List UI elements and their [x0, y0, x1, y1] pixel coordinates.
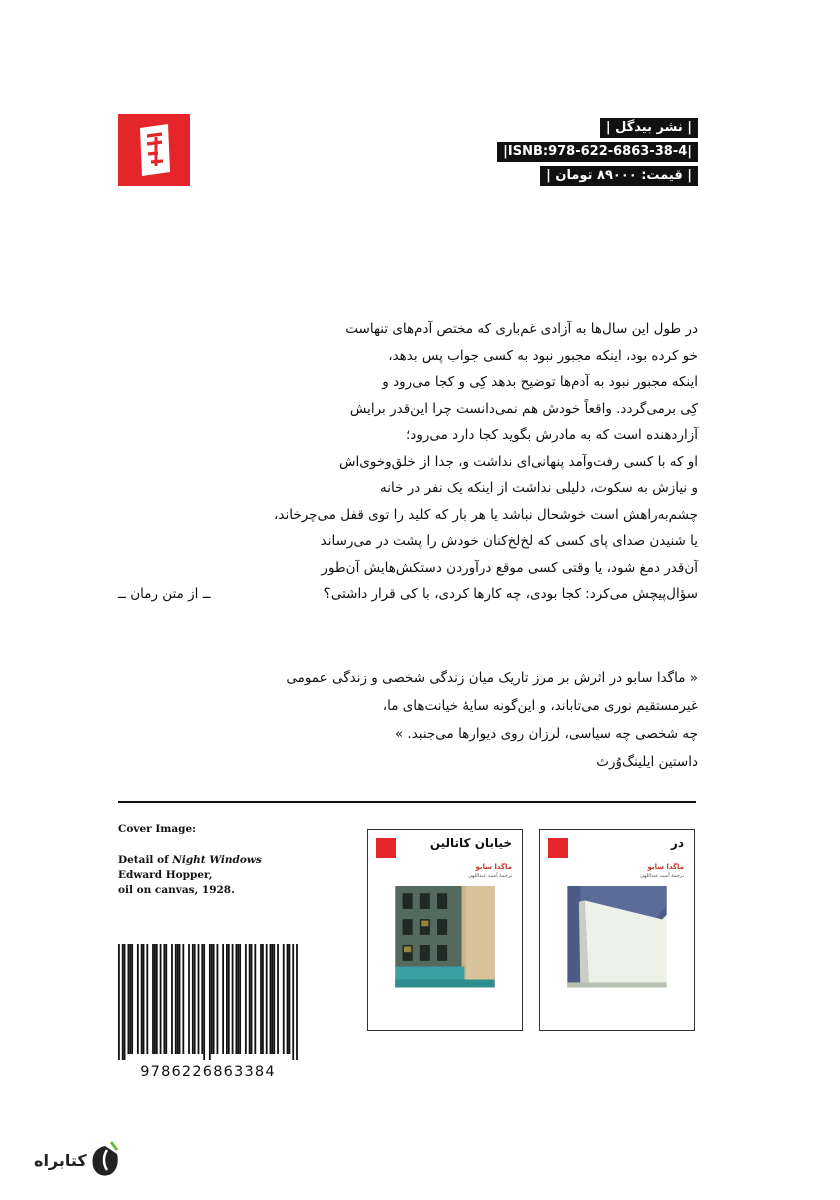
barcode-bar — [211, 944, 213, 1054]
divider — [118, 801, 696, 803]
barcode-bar — [201, 944, 203, 1054]
barcode-bar — [177, 944, 179, 1054]
barcode-bar — [124, 944, 126, 1060]
barcode — [118, 944, 298, 1060]
excerpt-line: آزاردهنده است که به مادرش بگوید کجا دارد می‌رود؛ — [406, 427, 698, 443]
excerpt-line: او که با کسی رفت‌وآمد پنهانی‌ای نداشت و، جدا از خلق‌وخوی‌اش — [339, 453, 698, 470]
barcode-bar — [160, 944, 162, 1054]
excerpt-attribution: ــ از متن رمان ــ — [118, 586, 211, 602]
barcode-bar — [127, 944, 129, 1054]
barcode-bar — [188, 944, 190, 1054]
related-book-cover — [539, 829, 695, 1031]
barcode-bar — [198, 944, 200, 1054]
barcode-bar — [273, 944, 275, 1054]
publisher-logo — [118, 114, 190, 186]
barcode-bar — [143, 944, 145, 1054]
barcode-bar — [194, 944, 196, 1054]
quote-author: داستین ایلینگ‌وُرث — [596, 754, 698, 770]
barcode-bar — [146, 944, 148, 1054]
artwork-medium: oil on canvas, 1928. — [118, 884, 235, 896]
barcode-bar — [192, 944, 194, 1054]
mini-publisher-logo-icon — [376, 838, 396, 858]
quote-line: چه شخصی چه سیاسی، لرزان روی دیوارها می‌جنبد. » — [394, 726, 698, 742]
barcode-bar — [152, 944, 154, 1054]
barcode-bar — [163, 944, 165, 1054]
mini-publisher-logo-icon — [548, 838, 568, 858]
excerpt-line: یا شنیدن صدای پای کسی که لخ‌لخ‌کنان خودش را پشت در می‌رساند — [320, 533, 698, 549]
barcode-bar — [271, 944, 273, 1054]
barcode-bar — [251, 944, 253, 1054]
barcode-bar — [175, 944, 177, 1054]
isbn-label: |ISNB:978-622-6863-38-4| — [497, 142, 698, 162]
review-quote — [98, 664, 698, 776]
back-cover-excerpt — [118, 316, 698, 608]
barcode-bar — [232, 944, 234, 1054]
barcode-bar — [137, 944, 139, 1054]
excerpt-line: چشم‌به‌راهش است خوشحال نباشد یا هر بار که کلید را توی قفل می‌چرخاند، — [274, 506, 698, 523]
excerpt-line: سؤال‌پیچش می‌کرد: کجا بودی، چه کارها کردی، با کی قرار داشتی؟ — [323, 586, 698, 602]
credits-heading: Cover Image: — [118, 823, 197, 835]
barcode-bar — [292, 944, 294, 1060]
related-book-author: ماگدا سابو — [475, 863, 512, 871]
barcode-number: 9786226863384 — [140, 1064, 276, 1080]
barcode-bar — [270, 944, 272, 1054]
barcode-bar — [239, 944, 241, 1054]
credits-prefix: Detail of — [118, 854, 173, 866]
barcode-bar — [156, 944, 158, 1054]
barcode-bar — [203, 944, 205, 1060]
quote-line: غیرمستقیم نوری می‌تاباند، و این‌گونه سایهٔ خیانت‌های ما، — [382, 698, 698, 714]
related-book-translator: ترجمهٔ آسیه عبداللهی — [468, 873, 512, 879]
barcode-bar — [122, 944, 124, 1060]
excerpt-line: و نیازش به سکوت، دلیلی نداشت از اینکه یک نفر در خانه — [380, 480, 698, 496]
cover-painting-building-icon — [376, 886, 514, 1027]
related-book-title: در — [670, 836, 684, 850]
brand-name: کتابراه — [34, 1150, 87, 1170]
barcode-bar — [222, 944, 224, 1054]
barcode-bar — [217, 944, 219, 1054]
barcode-bar — [249, 944, 251, 1054]
barcode-bar — [209, 944, 211, 1060]
barcode-bar — [289, 944, 291, 1054]
barcode-bar — [226, 944, 228, 1054]
barcode-bar — [266, 944, 268, 1054]
ketabrah-leaf-icon — [87, 1140, 123, 1180]
barcode-bar — [118, 944, 120, 1060]
excerpt-line: اینکه مجبور نبود به آدم‌ها توضیح بدهد کِی و کجا می‌رود و — [382, 374, 698, 390]
cover-painting-room-icon — [548, 886, 686, 1027]
ketabrah-brand — [28, 1140, 123, 1180]
cover-image-credits — [118, 822, 262, 898]
related-book-title: خیابان کاتالین — [429, 836, 512, 850]
publisher-logo-mark-icon — [118, 114, 190, 186]
artwork-title: Night Windows — [172, 854, 262, 866]
barcode-bar — [129, 944, 131, 1054]
barcode-bar — [237, 944, 239, 1054]
related-book-author: ماگدا سابو — [647, 863, 684, 871]
barcode-bar — [154, 944, 156, 1054]
barcode-bar — [213, 944, 215, 1054]
artist-name: Edward Hopper, — [118, 869, 213, 881]
barcode-bar — [171, 944, 173, 1054]
barcode-bar — [179, 944, 181, 1054]
excerpt-line: در طول این سال‌ها به آزادی غم‌باری که مختص آدم‌های تنهاست — [345, 321, 698, 337]
barcode-bar — [235, 944, 237, 1054]
excerpt-line: کِی برمی‌گردد. واقعاً خودش هم نمی‌دانست چرا این‌قدر برایش — [349, 400, 698, 417]
quote-line: « ماگدا سابو در اثرش بر مرز تاریک میان زندگی شخصی و زندگی عمومی — [286, 670, 698, 686]
barcode-bar — [141, 944, 143, 1054]
barcode-bar — [228, 944, 230, 1054]
barcode-bar — [262, 944, 264, 1054]
barcode-bar — [296, 944, 298, 1060]
publisher-label: | نشر بیدگل | — [600, 118, 698, 138]
related-book-cover — [367, 829, 523, 1031]
price-label: | قیمت: ۸۹۰۰۰ تومان | — [540, 166, 698, 186]
barcode-bar — [287, 944, 289, 1054]
barcode-bar — [245, 944, 247, 1054]
barcode-bar — [277, 944, 279, 1054]
barcode-bar — [165, 944, 167, 1054]
barcode-bar — [254, 944, 256, 1054]
barcode-bars-icon — [118, 944, 298, 1060]
related-book-translator: ترجمهٔ آسیه عبداللهی — [640, 873, 684, 879]
barcode-bar — [283, 944, 285, 1054]
barcode-bar — [260, 944, 262, 1054]
barcode-bar — [131, 944, 133, 1054]
barcode-bar — [182, 944, 184, 1054]
book-info-box — [497, 116, 698, 188]
excerpt-line: آن‌قدر دمغ شود، یا وقتی کسی موقع درآوردن دستکش‌هایش آن‌طور — [321, 559, 698, 576]
excerpt-line: خو کرده بود، اینکه مجبور نبود به کسی جواب پس بدهد، — [388, 347, 698, 364]
